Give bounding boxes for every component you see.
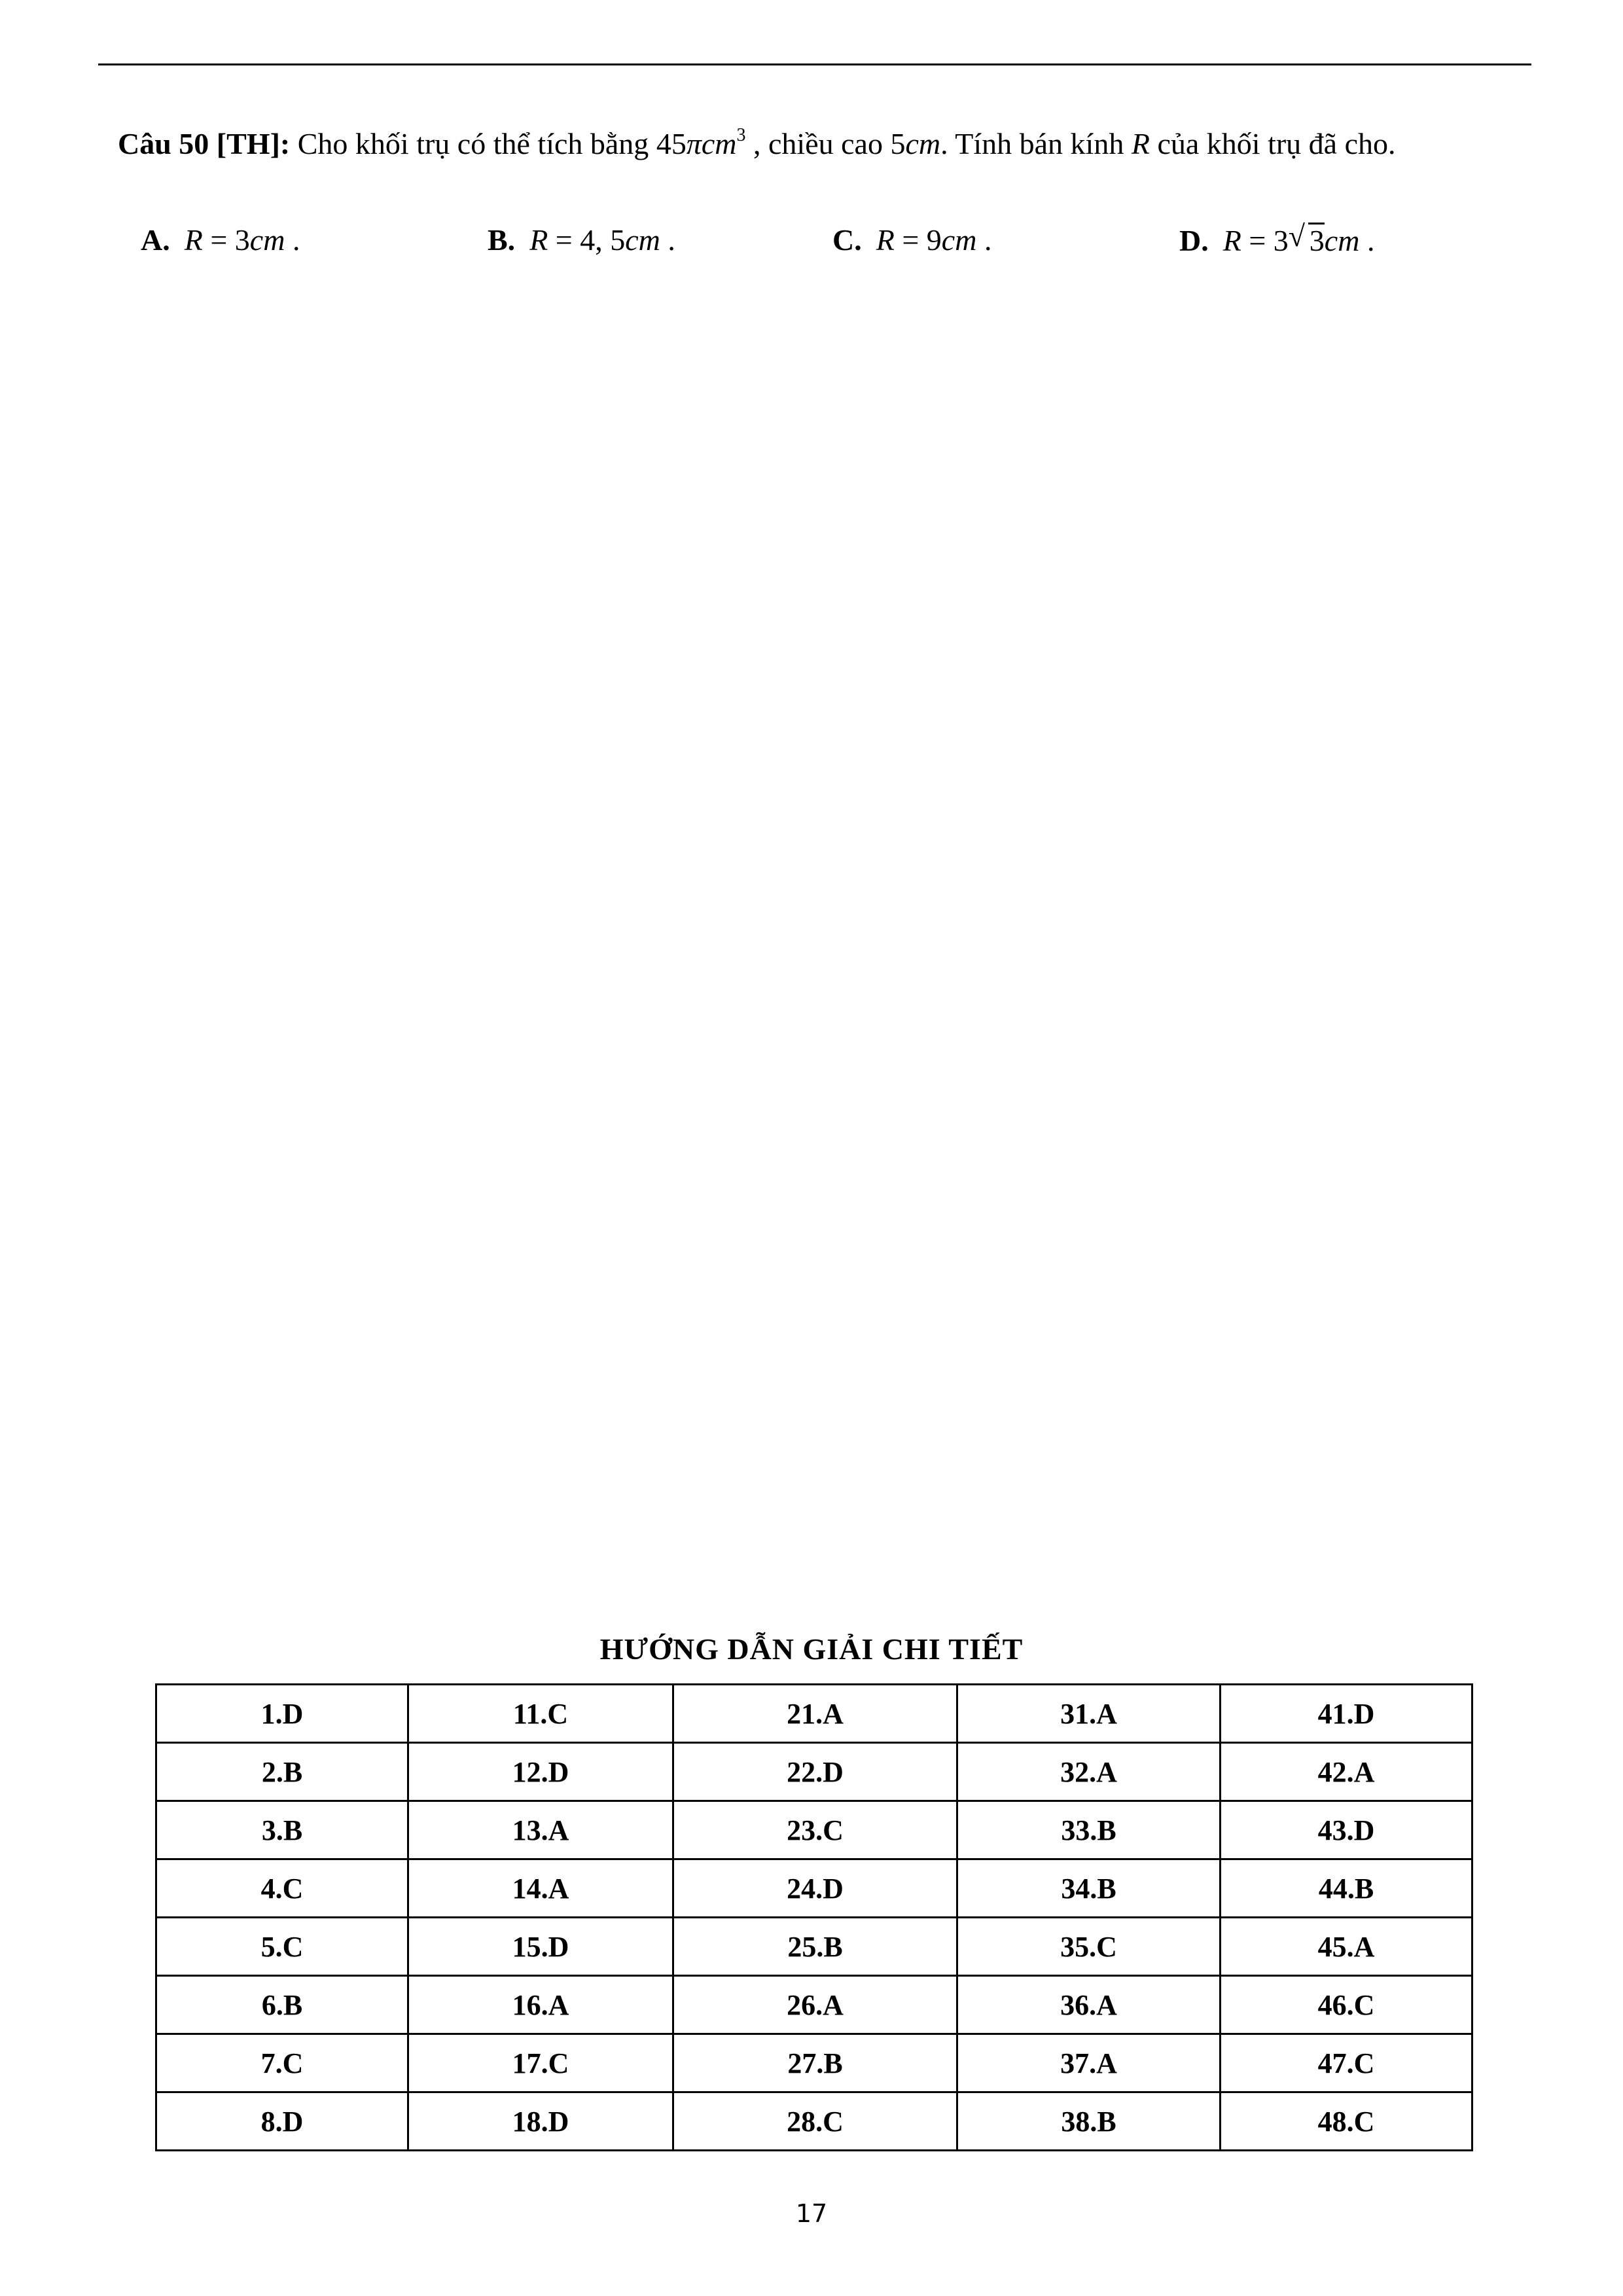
option-letter: D. — [1179, 224, 1209, 257]
answer-cell: 33.B — [957, 1801, 1221, 1859]
answer-key-title: HƯỚNG DẪN GIẢI CHI TIẾT — [599, 1632, 1024, 1666]
answer-cell: 23.C — [673, 1801, 957, 1859]
answer-cell: 6.B — [156, 1976, 408, 2034]
square-root — [1288, 219, 1325, 258]
option-expression: R = 4, 5cm . — [529, 223, 675, 257]
answer-cell: 27.B — [673, 2034, 957, 2092]
answer-cell: 1.D — [156, 1685, 408, 1743]
table-row — [156, 1918, 1472, 1976]
table-row — [156, 1685, 1472, 1743]
question-label: Câu 50 [TH]: — [118, 127, 291, 160]
answer-cell: 48.C — [1221, 2092, 1472, 2151]
answer-cell: 28.C — [673, 2092, 957, 2151]
height-expression: 5cm — [890, 127, 941, 160]
option-letter: A. — [141, 223, 170, 257]
table-row — [156, 2092, 1472, 2151]
question-text-part4: của khối trụ đã cho. — [1149, 127, 1396, 160]
answer-cell: 15.D — [408, 1918, 673, 1976]
table-row — [156, 1976, 1472, 2034]
question-text-part1: Cho khối trụ có thể tích bằng — [290, 127, 656, 160]
volume-expression: 45πcm$^3$ — [656, 125, 746, 160]
table-row — [156, 1743, 1472, 1801]
question-text-part2: , chiều cao — [745, 127, 891, 160]
question-50 — [118, 118, 1479, 170]
answer-cell: 43.D — [1221, 1801, 1472, 1859]
answer-cell: 4.C — [156, 1859, 408, 1918]
answer-cell: 46.C — [1221, 1976, 1472, 2034]
radius-variable: R — [1131, 127, 1150, 160]
radicand: 3 — [1309, 224, 1325, 257]
header-rule — [98, 63, 1531, 65]
answer-cell: 37.A — [957, 2034, 1221, 2092]
answer-cell: 42.A — [1221, 1743, 1472, 1801]
option-d — [1179, 219, 1375, 258]
answer-cell: 45.A — [1221, 1918, 1472, 1976]
option-c — [832, 223, 991, 257]
answer-key-table — [155, 1683, 1473, 2151]
table-row — [156, 1801, 1472, 1859]
question-text-part3: . Tính bán kính — [940, 127, 1132, 160]
answer-cell: 16.A — [408, 1976, 673, 2034]
answer-cell: 18.D — [408, 2092, 673, 2151]
answer-cell: 38.B — [957, 2092, 1221, 2151]
table-row — [156, 1859, 1472, 1918]
option-expression: R = 3 √ 3cm . — [1222, 219, 1375, 257]
answer-options — [0, 219, 1623, 275]
answer-cell: 17.C — [408, 2034, 673, 2092]
answer-cell: 11.C — [408, 1685, 673, 1743]
answer-cell: 25.B — [673, 1918, 957, 1976]
answer-cell: 32.A — [957, 1743, 1221, 1801]
table-row — [156, 2034, 1472, 2092]
answer-cell: 35.C — [957, 1918, 1221, 1976]
answer-cell: 7.C — [156, 2034, 408, 2092]
option-letter: C. — [832, 223, 862, 257]
answer-cell: 36.A — [957, 1976, 1221, 2034]
option-letter: B. — [488, 223, 516, 257]
answer-cell: 34.B — [957, 1859, 1221, 1918]
option-b — [488, 223, 675, 257]
answer-cell: 5.C — [156, 1918, 408, 1976]
answer-cell: 2.B — [156, 1743, 408, 1801]
answer-cell: 26.A — [673, 1976, 957, 2034]
answer-cell: 8.D — [156, 2092, 408, 2151]
answer-cell: 14.A — [408, 1859, 673, 1918]
page-number: 17 — [795, 2199, 828, 2228]
answer-cell: 24.D — [673, 1859, 957, 1918]
answer-cell: 22.D — [673, 1743, 957, 1801]
answer-cell: 31.A — [957, 1685, 1221, 1743]
answer-cell: 12.D — [408, 1743, 673, 1801]
answer-cell: 41.D — [1221, 1685, 1472, 1743]
answer-cell: 44.B — [1221, 1859, 1472, 1918]
answer-cell: 21.A — [673, 1685, 957, 1743]
option-expression: R = 3cm . — [184, 223, 300, 257]
option-a — [141, 223, 300, 257]
option-expression: R = 9cm . — [876, 223, 992, 257]
radical-sign: √ — [1288, 219, 1306, 253]
answer-cell: 47.C — [1221, 2034, 1472, 2092]
answer-cell: 3.B — [156, 1801, 408, 1859]
answer-cell: 13.A — [408, 1801, 673, 1859]
